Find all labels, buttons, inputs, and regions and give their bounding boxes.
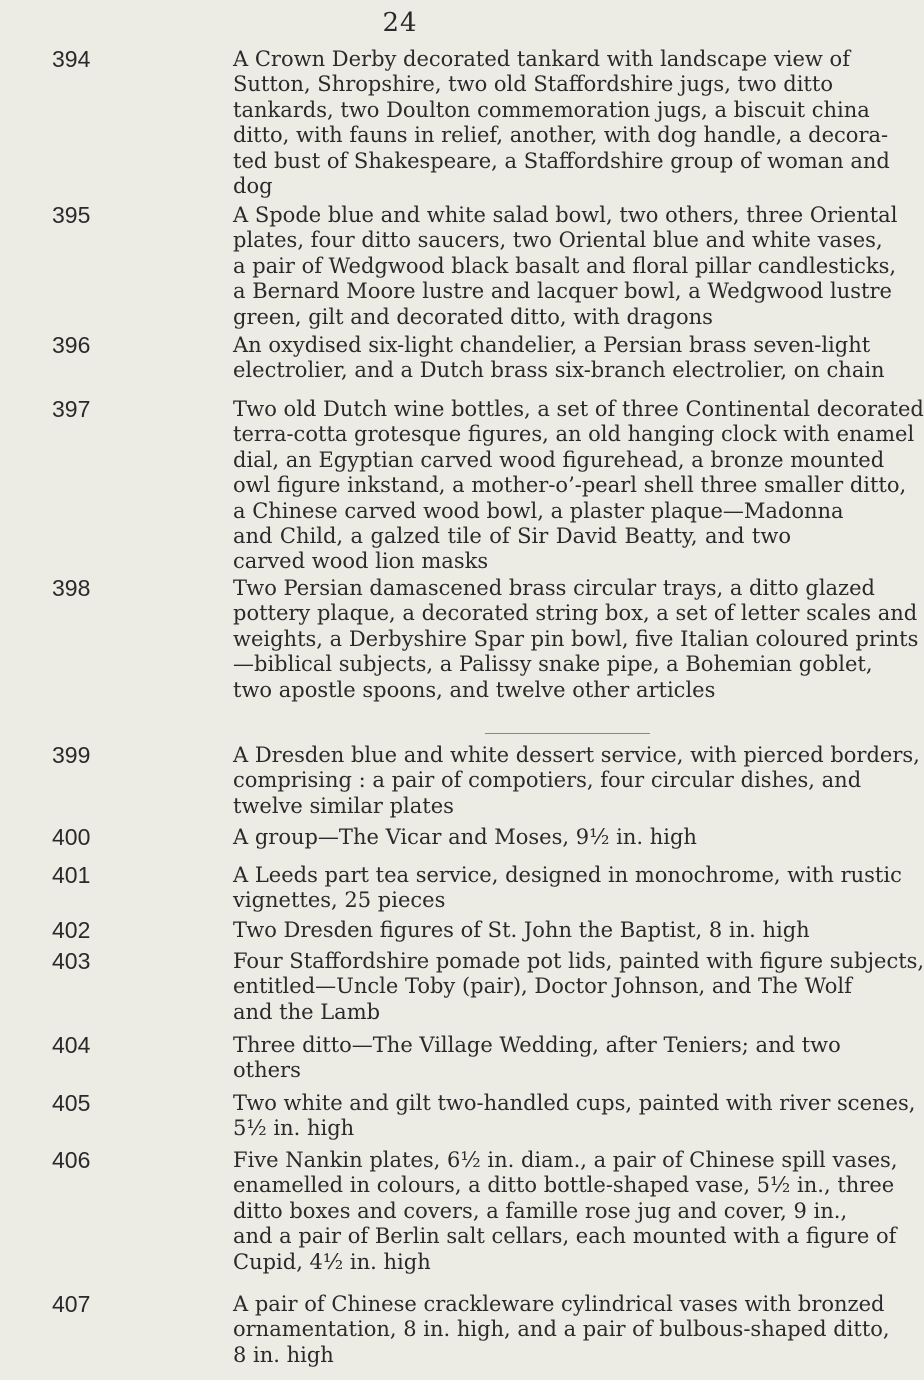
desc-line: terra-cotta grotesque figures, an old hanging clock with enamel: [233, 422, 915, 447]
lot-number: 403: [52, 948, 91, 974]
lot-description: [233, 1292, 890, 1368]
lot-number: 397: [52, 396, 91, 422]
desc-line: Sutton, Shropshire, two old Staffordshire jugs, two ditto: [233, 72, 833, 97]
lot-description: [233, 397, 924, 575]
lot-number: 400: [52, 824, 91, 850]
desc-line: twelve similar plates: [233, 793, 454, 818]
lot-number: 401: [52, 862, 91, 888]
desc-line: a Bernard Moore lustre and lacquer bowl, a Wedgwood lustre: [233, 279, 892, 304]
desc-line: entitled—Uncle Toby (pair), Doctor Johnson, and The Wolf: [233, 974, 852, 999]
lot-description: [233, 863, 902, 914]
desc-line: A Crown Derby decorated tankard with landscape view of: [233, 47, 850, 71]
lot-description: [233, 825, 791, 850]
lot-number: 395: [52, 202, 91, 228]
desc-line: and the Lamb: [233, 999, 381, 1024]
desc-line: A pair of Chinese crackleware cylindrical vases with bronzed: [233, 1292, 885, 1316]
desc-line: pottery plaque, a decorated string box, a set of letter scales and: [233, 601, 918, 626]
lot-description: [233, 1091, 916, 1142]
lot-description: [233, 47, 890, 199]
lot-description: [233, 918, 810, 943]
desc-line: 8 in. high: [233, 1342, 334, 1367]
desc-line: An oxydised six-light chandelier, a Persian brass seven-light: [233, 333, 871, 357]
desc-line: electrolier, and a Dutch brass six-branch electrolier, on chain: [233, 358, 885, 383]
desc-line: Four Staffordshire pomade pot lids, painted with figure subjects,: [233, 949, 924, 973]
desc-line: carved wood lion masks: [233, 549, 489, 574]
section-divider: [485, 733, 650, 734]
desc-line: Two white and gilt two-handled cups, painted with river scenes,: [233, 1091, 916, 1115]
lot-description: [233, 949, 924, 1025]
desc-line: ted bust of Shakespeare, a Staffordshire group of woman and: [233, 148, 890, 173]
desc-line: Cupid, 4½ in. high: [233, 1249, 431, 1274]
desc-line: comprising : a pair of compotiers, four circular dishes, and: [233, 768, 862, 793]
desc-line: enamelled in colours, a ditto bottle-shaped vase, 5½ in., three: [233, 1173, 895, 1198]
lot-description: [233, 1148, 898, 1275]
desc-line: owl figure inkstand, a mother-o’-pearl shell three smaller ditto,: [233, 473, 907, 498]
desc-line: plates, four ditto saucers, two Oriental blue and white vases,: [233, 228, 883, 253]
lot-number: 404: [52, 1032, 91, 1058]
desc-line: two apostle spoons, and twelve other articles: [233, 677, 716, 702]
lot-number: 405: [52, 1090, 91, 1116]
desc-line: ornamentation, 8 in. high, and a pair of bulbous-shaped ditto,: [233, 1317, 890, 1342]
desc-line: ditto, with fauns in relief, another, with dog handle, a decora-: [233, 123, 889, 148]
desc-line: ditto boxes and covers, a famille rose jug and cover, 9 in.,: [233, 1198, 848, 1223]
desc-line: and Child, a galzed tile of Sir David Beatty, and two: [233, 524, 791, 549]
lot-description: [233, 203, 898, 330]
lot-number: 407: [52, 1291, 91, 1317]
desc-line: a Chinese carved wood bowl, a plaster plaque—Madonna: [233, 498, 844, 523]
lot-description: [233, 743, 920, 819]
lot-description: [233, 1033, 841, 1084]
lot-number: 402: [52, 917, 91, 943]
desc-line: A Leeds part tea service, designed in monochrome, with rustic: [233, 863, 902, 887]
desc-line: green, gilt and decorated ditto, with dragons: [233, 304, 713, 329]
desc-line: A Spode blue and white salad bowl, two others, three Oriental: [233, 203, 898, 227]
lot-number: 398: [52, 575, 91, 601]
lot-number: 399: [52, 742, 91, 768]
desc-line: 5½ in. high: [233, 1116, 355, 1141]
lot-description: [233, 333, 885, 384]
desc-line: Three ditto—The Village Wedding, after Teniers; and two: [233, 1033, 841, 1057]
desc-line: Five Nankin plates, 6½ in. diam., a pair of Chinese spill vases,: [233, 1148, 898, 1172]
desc-line: A group—The Vicar and Moses, 9½ in. high: [233, 825, 697, 849]
desc-line: vignettes, 25 pieces: [233, 888, 446, 913]
desc-line: tankards, two Doulton commemoration jugs, a biscuit china: [233, 97, 870, 122]
desc-line: others: [233, 1058, 301, 1083]
lot-number: 406: [52, 1147, 91, 1173]
desc-line: dial, an Egyptian carved wood figurehead, a bronze mounted: [233, 447, 885, 472]
desc-line: Two Dresden figures of St. John the Baptist, 8 in. high: [233, 918, 810, 942]
lot-description: [233, 576, 919, 703]
desc-line: Two old Dutch wine bottles, a set of three Continental decorated: [233, 397, 924, 421]
desc-line: a pair of Wedgwood black basalt and floral pillar candlesticks,: [233, 253, 897, 278]
desc-line: and a pair of Berlin salt cellars, each mounted with a figure of: [233, 1224, 897, 1249]
desc-line: A Dresden blue and white dessert service, with pierced borders,: [233, 743, 920, 767]
lot-number: 396: [52, 332, 91, 358]
page-number: 24: [382, 8, 418, 38]
desc-line: dog: [233, 174, 273, 199]
lot-number: 394: [52, 46, 91, 72]
desc-line: weights, a Derbyshire Spar pin bowl, five Italian coloured prints: [233, 626, 919, 651]
desc-line: Two Persian damascened brass circular trays, a ditto glazed: [233, 576, 875, 600]
desc-line: —biblical subjects, a Palissy snake pipe, a Bohemian goblet,: [233, 652, 873, 677]
